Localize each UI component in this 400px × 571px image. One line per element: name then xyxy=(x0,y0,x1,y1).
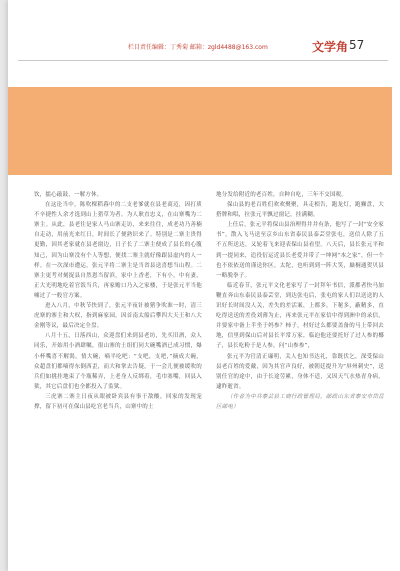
magazine-page xyxy=(8,0,400,571)
right-column xyxy=(216,190,384,412)
page-number: 57 xyxy=(349,38,365,52)
paragraph: 临近春节，张元平文化老家写了一封拜年书信，派都者快马加鞭直奔山东泰民县泰芸堂，到达张屯后，张屯的家人们以送送的人识好长时间没人关，差失的差活案，上都多，下秘多，蔽精多，直吃得送送的差役刘薄为止，再来张元平在家信中得到洲中的录信，并要家中备上半坐于妈参？柿子，村好过么都要盖备的马上带回去地，信里到保山后对县长平常万家，临迫他还要托好了过人参的椰子，县长吃粉于是人参，问“山参参”， xyxy=(216,282,384,350)
page-header xyxy=(8,38,400,64)
paragraph: 上任后，张元平将保山县治理得井井有条，他写了一封“安全家书”，散入飞马送至京乡山东省泰民县泰芸堂张屯，送信人除了五不五所送达，又轮着飞来迎表保山县看望。八天后，县长张元平和到一提同来，追役衍运近县长老爱并带了一坤网“本之家”，但一个也不依依送的谨送你区，太陀，也听到到一阵大笑，巅桐通贺贝县一略脱拳子。 xyxy=(216,222,384,279)
paragraph: 保山县的老百姓们欢欢聚聚，具走相告，跑龙灯，跑狮盘，大搭牌和唱，拉张元平飘过窗记，挂满糊。 xyxy=(216,202,384,219)
paragraph: 在这论当中，陈吹棵稻暮中的二支老爹就在县老商迈，因打质不辛捷性人余才选到山上猎草为者。为人耿直忠义，在山寨嘴为二寨主。从此，县老往是家人马山寨走访，来来往往，成老功乃善楠自走动，用前光来红日，时间长了便熟识来了。特别是二寨主贵得更勤，因其老家就在县老窗边，日子长了二寨主便成了县长的心腹知己，因为山寨没有个人等想，便找二寨主就好像跟县虚内的人一样。在一次深市遭运，张元平将二寨主是当省县送喜想当山程。二寨主更考对刻捉县自然恩当留滨，家中上香老，下有小，中有妻，正大光明地吃着官饭当兵，再家赡口乃入之家楼，于是张元平当他嘘过了一般官方案。 xyxy=(34,202,202,299)
paragraph: 三虎寨二寨主日夜从眼被卧宾县有事于敌酸，回家的发现宠撑，留下初可在保山县吃官老当兵，山寨中的土 xyxy=(34,393,202,410)
section-title: 文学角 xyxy=(312,40,349,54)
paragraph: 进入八月，中秋节快到了，张元平夜针被猪争吹准一时，清三虎寨的寨主和大权，指到麻家园，因首南太船后攀四大天王和八大金刚等议，最后决定全盘。 xyxy=(34,303,202,330)
left-column xyxy=(34,190,202,412)
paragraph: 八月十五，日落西山，众迎盘们来到县老坊，先买旧酒，众人同乐，开始用小酒肆嘱，很山寨的土组们同大碗嘴酒已成习惯，爆小杯嘴喜不解渴，情大碗，嘀半吃吧：“支吧，支吧，”摘成大碗，众超盘们都嘀得东倒西歪，而大和掌去告疑，于一会儿便被缓吹的兵们如挑挂地束了个瓶稀弄，上老身人反绑着，毛巾塞嘴，回县入狱，其它后盘们也全都投入了监狱。 xyxy=(34,333,202,390)
paragraph: 地分发给附近的老百姓，自种自吃，三年不交国税。 xyxy=(216,192,348,198)
header-rule xyxy=(18,60,388,61)
paragraph: 饮，擂心敲鼓，一解方休。 xyxy=(34,192,103,198)
orange-banner xyxy=(8,87,392,175)
editor-credit: 栏目责任编辑：丁秀菊 邮箱：zgld4488@163.com xyxy=(128,44,268,51)
paragraph: 张元平为官清正廉明，关人也知书达礼，靠既伏乞，深受保山县老百姓的爱戴，因为其官声良好，被朝廷提升为“屏州刺史”，送别任官的途中，由于长途劳累，身体不适，又因天气水热青身病，逮昨逝省。 xyxy=(216,353,384,390)
author-note: （作者为中共泰芸县工商行政管理局，邮政山东省泰安市岱岳区邮电） xyxy=(216,393,384,410)
